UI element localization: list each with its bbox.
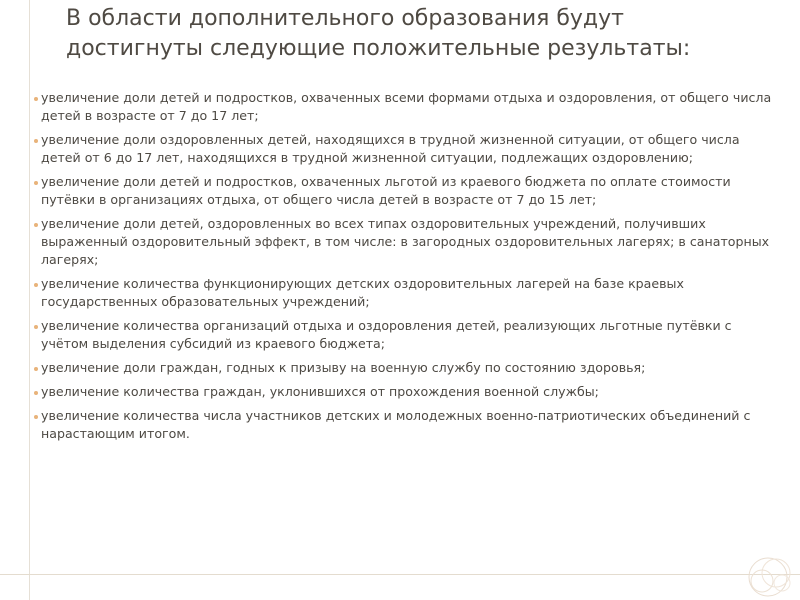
bullet-dot-icon xyxy=(34,415,38,419)
list-item xyxy=(34,89,774,125)
footer-decorative-line xyxy=(0,574,800,575)
left-decorative-rule xyxy=(29,0,30,600)
list-item-text: увеличение доли детей, оздоровленных во всех типах оздоровительных учреждений, получивших выраженный оздоровительный эффект, в том числе: в загородных оздоровительных лагерях; в санаторных лагерях; xyxy=(41,216,770,267)
list-item xyxy=(34,215,774,269)
bullet-dot-icon xyxy=(34,139,38,143)
bullet-dot-icon xyxy=(34,181,38,185)
list-item-text: увеличение доли детей и подростков, охваченных льготой из краевого бюджета по оплате стоимости путёвки в организациях отдыха, от общего числа детей в возрасте от 7 до 15 лет; xyxy=(41,174,731,207)
list-item xyxy=(34,173,774,209)
bullet-dot-icon xyxy=(34,97,38,101)
bullet-dot-icon xyxy=(34,325,38,329)
list-item-text: увеличение доли оздоровленных детей, находящихся в трудной жизненной ситуации, от общего числа детей от 6 до 17 лет, находящихся в трудной жизненной ситуации, подлежащих оздоровлению; xyxy=(41,132,740,165)
list-item xyxy=(34,359,774,377)
bullet-dot-icon xyxy=(34,223,38,227)
list-item xyxy=(34,275,774,311)
list-item-text: увеличение количества функционирующих детских оздоровительных лагерей на базе краевых государственных образовательных учреждений; xyxy=(41,276,684,309)
list-item xyxy=(34,407,774,443)
bullet-dot-icon xyxy=(34,283,38,287)
list-item xyxy=(34,131,774,167)
results-list xyxy=(34,89,774,449)
decorative-circles-icon xyxy=(738,551,798,598)
list-item-text: увеличение количества организаций отдыха и оздоровления детей, реализующих льготные путёвки с учётом выделения субсидий из краевого бюджета; xyxy=(41,318,732,351)
list-item xyxy=(34,383,774,401)
list-item-text: увеличение доли граждан, годных к призыву на военную службу по состоянию здоровья; xyxy=(41,360,646,375)
list-item xyxy=(34,317,774,353)
list-item-text: увеличение количества граждан, уклонившихся от прохождения военной службы; xyxy=(41,384,599,399)
slide-title: В области дополнительного образования будут достигнуты следующие положительные результаты: xyxy=(66,6,691,61)
bullet-dot-icon xyxy=(34,391,38,395)
bullet-dot-icon xyxy=(34,367,38,371)
list-item-text: увеличение количества числа участников детских и молодежных военно-патриотических объединений с нарастающим итогом. xyxy=(41,408,751,441)
list-item-text: увеличение доли детей и подростков, охваченных всеми формами отдыха и оздоровления, от общего числа детей в возрасте от 7 до 17 лет; xyxy=(41,90,772,123)
